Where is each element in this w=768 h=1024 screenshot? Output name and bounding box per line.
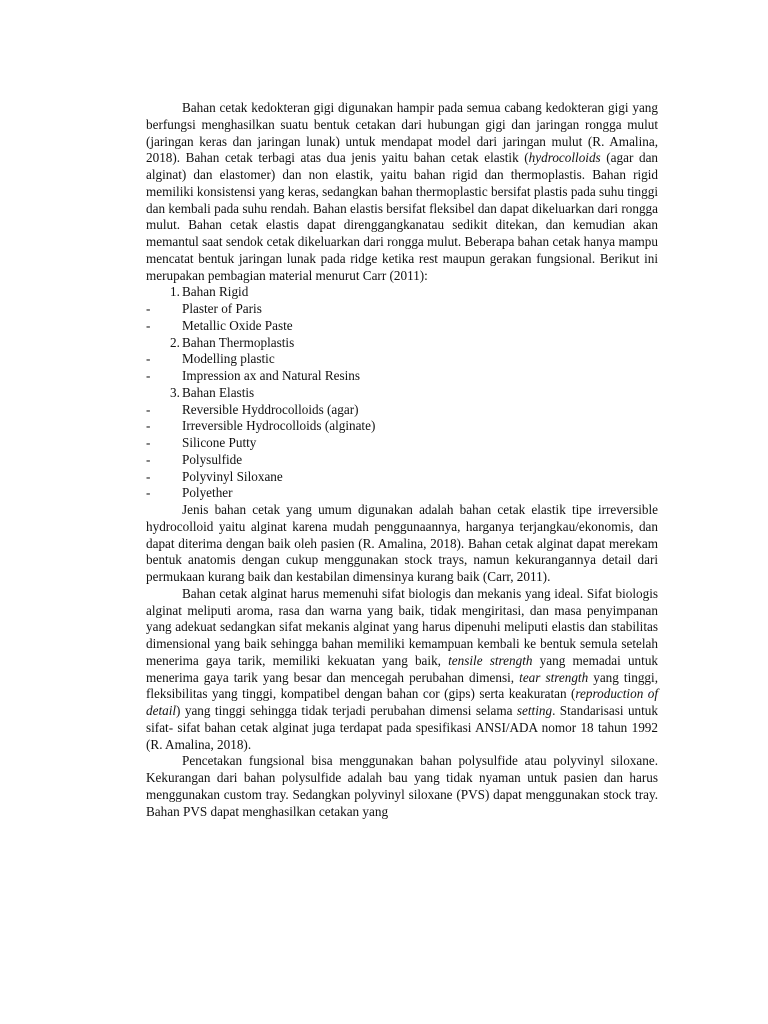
material-group-title: Bahan Rigid [182,284,249,300]
material-item-label: Polyether [182,485,233,501]
properties-text-4: ) yang tinggi sehingga tidak terjadi perubahan dimensi selama [176,703,517,718]
functional-impression-paragraph: Pencetakan fungsional bisa menggunakan bahan polysulfide atau polyvinyl siloxane. Kekurangan dari bahan polysulfide adalah bau yang tidak nyaman untuk pasien dan harus menggunakan custom tray. Sedangkan polyvinyl siloxane (PVS) dapat menggunakan stock tray. Bahan PVS dapat menghasilkan cetakan yang [146,753,658,819]
intro-italic-term: hydrocolloids [528,150,601,166]
bullet-dash: - [146,435,151,450]
bullet-dash: - [146,301,151,316]
material-list-item [146,485,658,502]
alginate-properties-paragraph [146,586,658,754]
material-group-number: 1. [170,284,180,300]
material-item-label: Modelling plastic [182,351,275,367]
italic-term-reproduction: reproduction of detail [146,686,658,718]
material-list-item [146,402,658,419]
material-list-item [146,301,658,318]
bullet-dash: - [146,451,151,467]
intro-text-2: (agar dan alginat) dan elastomer) dan non elastik, yaitu bahan rigid dan thermoplastis. Bahan rigid memiliki konsistensi yang keras, sedangkan bahan thermoplastic bersifat plastis pada suhu tinggi dan kembali pada suhu rendah. Bahan elastis bersifat fleksibel dan dapat dikeluarkan dari rongga mulut. Bahan cetak elastis dapat direnggangkanatau sedikit ditekan, dan kemudian akan memantul saat sendok cetak dikeluarkan dari rongga mulut. Beberapa bahan cetak hanya mampu mencatat bentuk jaringan lunak pada ridge ketika rest maupun gerakan fungsional. Berikut ini merupakan pembagian material menurut Carr (2011): [146,150,659,283]
bullet-dash: - [146,317,151,333]
material-list-item [146,452,658,469]
bullet-dash: - [146,368,151,383]
material-group-title: Bahan Elastis [182,384,255,400]
document-page [146,100,658,820]
properties-text-3: yang tinggi, fleksibilitas yang tinggi, kompatibel dengan bahan cor (gips) serta keakuratan ( [146,669,658,702]
material-item-label: Reversible Hyddrocolloids (agar) [182,401,359,417]
material-group-heading [146,284,658,301]
material-item-label: Metallic Oxide Paste [182,317,293,333]
alginate-paragraph: Jenis bahan cetak yang umum digunakan adalah bahan cetak elastik tipe irreversible hydrocolloid yaitu alginat karena mudah penggunaannya, harganya terjangkau/ekonomis, dan dapat diterima dengan baik oleh pasien (R. Amalina, 2018). Bahan cetak alginat dapat merekam bentuk anatomis dengan cukup menggunakan stock trays, namun kekurangannya detail dari permukaan kurang baik dan kestabilan dimensinya kurang baik (Carr, 2011). [146,502,658,584]
properties-text-2: yang memadai untuk menerima gaya tarik yang besar dan mencegah perubahan dimensi, [146,652,659,685]
material-group-title: Bahan Thermoplastis [182,334,295,350]
material-item-label: Polysulfide [182,451,243,467]
bullet-dash: - [146,401,151,417]
italic-term-setting: setting [516,703,553,718]
italic-term-tear: tear strength [519,669,589,685]
material-item-label: Irreversible Hydrocolloids (alginate) [182,418,376,434]
bullet-dash: - [146,418,151,434]
material-item-label: Plaster of Paris [182,301,262,316]
material-list-item [146,469,658,486]
material-list-item [146,418,658,435]
material-group-number: 3. [170,384,180,400]
material-item-label: Impression ax and Natural Resins [182,368,360,383]
material-item-label: Silicone Putty [182,435,257,450]
material-group-heading [146,385,658,402]
material-list-item [146,318,658,335]
material-list-item [146,351,658,368]
material-group-number: 2. [170,334,180,350]
bullet-dash: - [146,485,151,501]
material-group-heading [146,335,658,352]
material-item-label: Polyvinyl Siloxane [182,468,283,484]
material-list-item [146,368,658,385]
properties-text-1: Bahan cetak alginat harus memenuhi sifat biologis dan mekanis yang ideal. Sifat biologis alginat meliputi aroma, rasa dan warna yang baik, tidak mengiritasi, dan masa penyimpanan yang adekuat sedangkan sifat mekanis alginat yang harus dipenuhi meliputi elastis dan stabilitas dimensional yang baik sehingga bahan memiliki kemampuan kembali ke bentuk semula setelah menerima gaya tarik, memiliki kekuatan yang baik, [146,585,658,668]
properties-text-5: . Standarisasi untuk sifat- sifat bahan cetak alginat juga terdapat pada spesifikasi ANSI/ADA nomor 18 tahun 1992 (R. Amalina, 2018). [146,703,658,752]
intro-text-1: Bahan cetak kedokteran gigi digunakan hampir pada semua cabang kedokteran gigi yang berfungsi menghasilkan suatu bentuk cetakan dari hubungan gigi dan jaringan rongga mulut (jaringan keras dan jaringan lunak) untuk mendapat model dari jaringan mulut (R. Amalina, 2018). Bahan cetak terbagi atas dua jenis yaitu bahan cetak elastik ( [146,100,658,166]
material-list-item [146,435,658,452]
intro-paragraph [146,100,658,284]
italic-term-tensile: tensile strength [448,652,533,668]
bullet-dash: - [146,351,151,367]
bullet-dash: - [146,468,151,484]
